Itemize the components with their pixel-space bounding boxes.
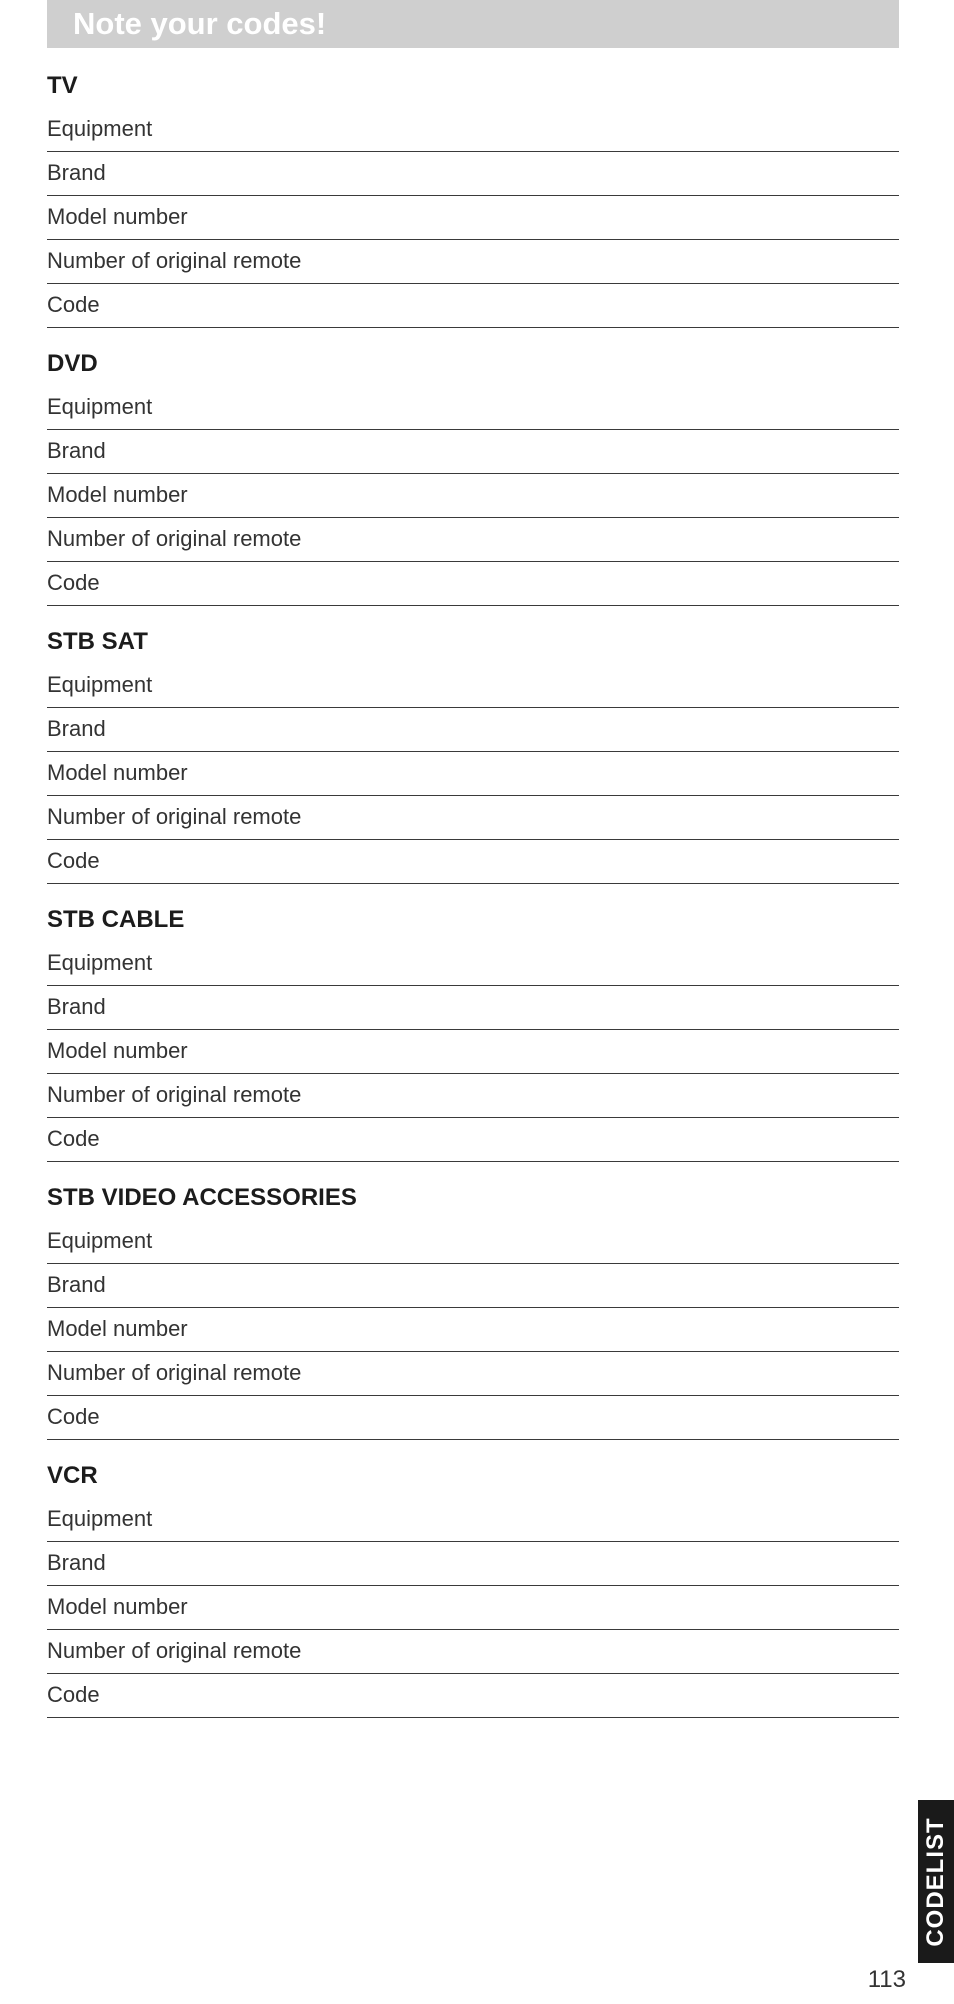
field-label: Equipment bbox=[47, 950, 153, 975]
section-title: VCR bbox=[47, 1462, 98, 1489]
field-label: Model number bbox=[47, 760, 188, 785]
field-model-number[interactable] bbox=[47, 1586, 899, 1630]
field-label: Equipment bbox=[47, 1506, 153, 1531]
field-label: Model number bbox=[47, 1594, 188, 1619]
field-original-remote[interactable] bbox=[47, 1074, 899, 1118]
section-stb-cable bbox=[47, 898, 899, 1162]
field-model-number[interactable] bbox=[47, 196, 899, 240]
field-equipment[interactable] bbox=[47, 664, 899, 708]
field-equipment[interactable] bbox=[47, 108, 899, 152]
field-equipment[interactable] bbox=[47, 386, 899, 430]
section-dvd bbox=[47, 342, 899, 606]
field-label: Number of original remote bbox=[47, 1638, 302, 1663]
section-title: STB SAT bbox=[47, 628, 148, 655]
field-original-remote[interactable] bbox=[47, 796, 899, 840]
field-label: Equipment bbox=[47, 672, 153, 697]
field-code[interactable] bbox=[47, 1396, 899, 1440]
field-label: Code bbox=[47, 848, 100, 873]
field-label: Number of original remote bbox=[47, 248, 302, 273]
field-original-remote[interactable] bbox=[47, 1352, 899, 1396]
field-label: Model number bbox=[47, 1316, 188, 1341]
field-label: Number of original remote bbox=[47, 526, 302, 551]
field-equipment[interactable] bbox=[47, 942, 899, 986]
field-label: Code bbox=[47, 1682, 100, 1707]
field-label: Brand bbox=[47, 994, 106, 1019]
field-label: Model number bbox=[47, 482, 188, 507]
field-label: Code bbox=[47, 570, 100, 595]
field-label: Brand bbox=[47, 1272, 106, 1297]
field-equipment[interactable] bbox=[47, 1498, 899, 1542]
field-label: Brand bbox=[47, 160, 106, 185]
field-model-number[interactable] bbox=[47, 752, 899, 796]
code-sections bbox=[47, 64, 899, 1732]
field-label: Code bbox=[47, 1126, 100, 1151]
field-equipment[interactable] bbox=[47, 1220, 899, 1264]
field-brand[interactable] bbox=[47, 708, 899, 752]
field-code[interactable] bbox=[47, 284, 899, 328]
field-original-remote[interactable] bbox=[47, 1630, 899, 1674]
field-brand[interactable] bbox=[47, 1542, 899, 1586]
page-title: Note your codes! bbox=[73, 6, 327, 41]
field-label: Number of original remote bbox=[47, 1082, 302, 1107]
field-model-number[interactable] bbox=[47, 1308, 899, 1352]
section-stb-video-accessories bbox=[47, 1176, 899, 1440]
field-model-number[interactable] bbox=[47, 1030, 899, 1074]
field-label: Brand bbox=[47, 438, 106, 463]
field-label: Brand bbox=[47, 1550, 106, 1575]
section-tv bbox=[47, 64, 899, 328]
field-code[interactable] bbox=[47, 1118, 899, 1162]
section-title: DVD bbox=[47, 350, 98, 377]
section-vcr bbox=[47, 1454, 899, 1718]
field-label: Equipment bbox=[47, 1228, 153, 1253]
codelist-side-tab bbox=[918, 1800, 954, 1963]
field-brand[interactable] bbox=[47, 152, 899, 196]
field-label: Brand bbox=[47, 716, 106, 741]
field-brand[interactable] bbox=[47, 430, 899, 474]
field-brand[interactable] bbox=[47, 986, 899, 1030]
field-label: Number of original remote bbox=[47, 804, 302, 829]
section-title: TV bbox=[47, 72, 78, 99]
field-original-remote[interactable] bbox=[47, 240, 899, 284]
field-label: Code bbox=[47, 1404, 100, 1429]
page-number: 113 bbox=[867, 1966, 906, 1993]
field-model-number[interactable] bbox=[47, 474, 899, 518]
field-label: Code bbox=[47, 292, 100, 317]
field-code[interactable] bbox=[47, 1674, 899, 1718]
header-bar bbox=[47, 0, 899, 48]
field-label: Model number bbox=[47, 1038, 188, 1063]
field-original-remote[interactable] bbox=[47, 518, 899, 562]
field-label: Equipment bbox=[47, 116, 153, 141]
side-tab-label: CODELIST bbox=[922, 1816, 949, 1947]
section-title: STB VIDEO ACCESSORIES bbox=[47, 1184, 357, 1211]
section-stb-sat bbox=[47, 620, 899, 884]
field-brand[interactable] bbox=[47, 1264, 899, 1308]
field-code[interactable] bbox=[47, 840, 899, 884]
field-label: Equipment bbox=[47, 394, 153, 419]
field-label: Number of original remote bbox=[47, 1360, 302, 1385]
section-title: STB CABLE bbox=[47, 906, 185, 933]
field-label: Model number bbox=[47, 204, 188, 229]
field-code[interactable] bbox=[47, 562, 899, 606]
